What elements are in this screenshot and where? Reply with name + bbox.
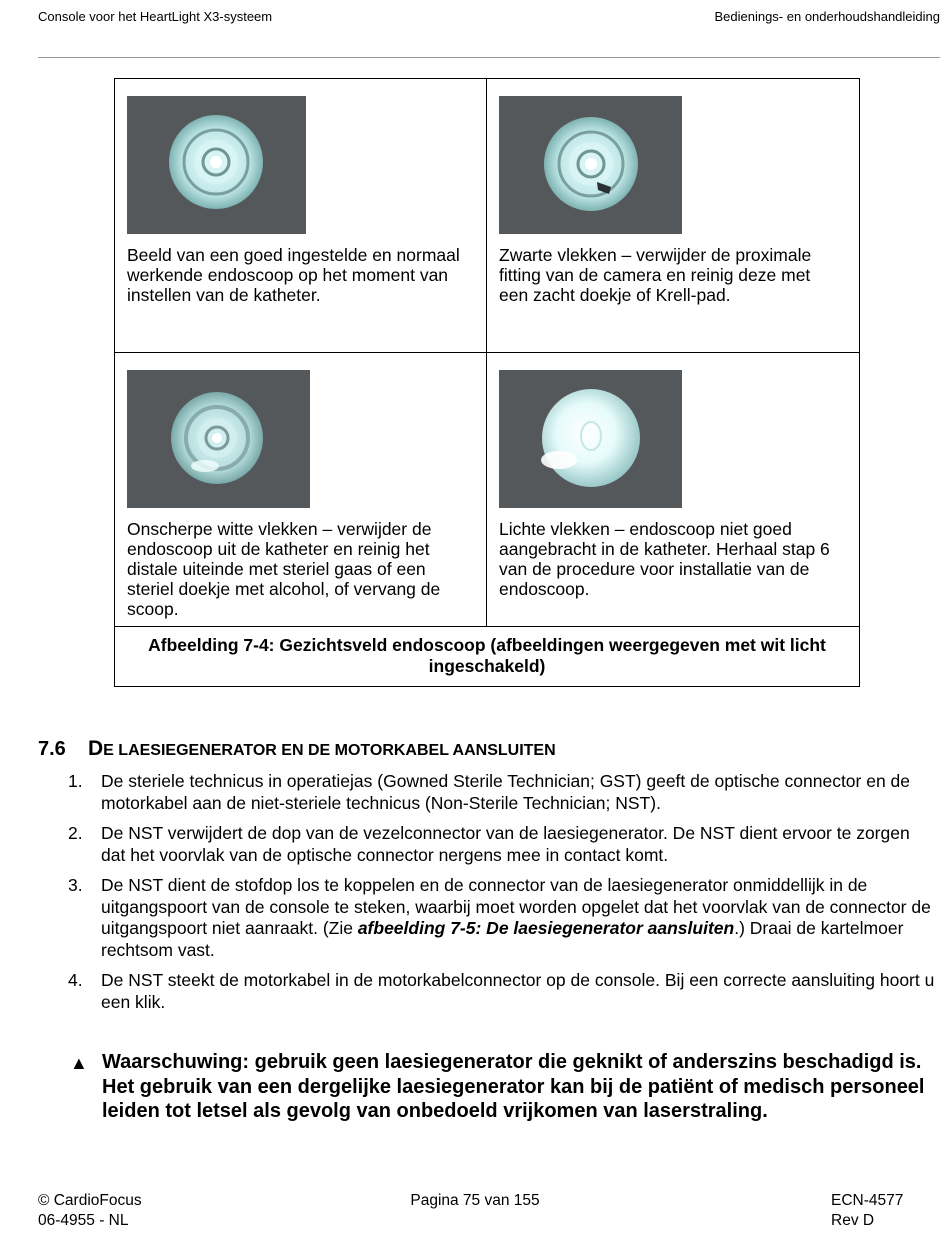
step-number: 2. (68, 823, 83, 843)
warning-block (70, 1050, 930, 1124)
warning-text: Waarschuwing: gebruik geen laesiegenerator die geknikt of anderszins beschadigd is. Het gebruik van een dergelijke laesiegenerator kan bij de patiënt of medisch personeel leiden tot letsel als gevolg van onbedoeld vrijkomen van laserstraling. (102, 1051, 925, 1122)
figure-cell-light-spots (487, 353, 859, 627)
figure-cell-blurry-spots (115, 353, 487, 627)
figure-cell-text: Lichte vlekken – endoscoop niet goed aangebracht in de katheter. Herhaal stap 6 van de procedure voor installatie van de endoscoop. (499, 519, 830, 599)
list-item (68, 771, 938, 814)
step-number: 3. (68, 875, 83, 895)
footer-copyright: © CardioFocus (38, 1192, 142, 1209)
footer-doc-number: 06-4955 - NL (38, 1212, 129, 1229)
figure-cell-good (115, 79, 487, 353)
list-item (68, 875, 938, 961)
endoscope-image-blurry-spots (127, 370, 310, 508)
step-text: De NST verwijdert de dop van de vezelconnector van de laesiegenerator. De NST dient ervoor te zorgen dat het voorvlak van de optische connector nergens mee in contact komt. (101, 823, 910, 865)
figure-caption: Afbeelding 7-4: Gezichtsveld endoscoop (afbeeldingen weergegeven met wit licht ingeschakeld) (148, 635, 826, 676)
warning-triangle-icon: ▲ (70, 1053, 88, 1073)
section-number: 7.6 (38, 738, 66, 760)
endoscope-image-light-spots (499, 370, 682, 508)
footer-page-number: Pagina 75 van 155 (410, 1192, 540, 1209)
header-rule (38, 57, 940, 58)
endoscope-image-good (127, 96, 306, 234)
step-number: 4. (68, 970, 83, 990)
step-text-before: De NST dient de stofdop los te koppelen en de connector van de laesiegenerator onmiddellijk in de uitgangspoort van de console te steken, waarbij moet worden opgelet dat het voorvlak van de connector de uitgangspoort niet aanraakt. (Zie (101, 875, 931, 938)
figure-cell-text: Onscherpe witte vlekken – verwijder de endoscoop uit de katheter en reinig het distale uiteinde met steriel gaas of een steriel doekje met alcohol, of vervang de scoop. (127, 519, 441, 619)
footer-ecn: ECN-4577 (831, 1192, 904, 1209)
step-number: 1. (68, 771, 83, 791)
footer-revision: Rev D (831, 1212, 875, 1229)
section-title-initial: D (88, 737, 104, 760)
procedure-steps (68, 771, 938, 1022)
list-item (68, 970, 938, 1013)
list-item (68, 823, 938, 866)
footer-right (831, 1191, 903, 1231)
endoscope-image-black-spots (499, 96, 682, 234)
figure-cell-text: Zwarte vlekken – verwijder de proximale fitting van de camera en reinig deze met een zacht doekje of Krell-pad. (499, 245, 812, 305)
figure-cell-text: Beeld van een goed ingestelde en normaal werkende endoscoop op het moment van instellen van de katheter. (127, 245, 460, 305)
header-manual-title: Bedienings- en onderhoudshandleiding (714, 9, 940, 24)
step-text: De NST steekt de motorkabel in de motorkabelconnector op de console. Bij een correcte aansluiting hoort u een klik. (101, 970, 935, 1012)
figure-cell-black-spots (487, 79, 859, 353)
header-doc-title: Console voor het HeartLight X3-systeem (38, 9, 273, 24)
endoscope-figure-table (114, 78, 860, 687)
step-text-after: .) Draai de kartelmoer rechtsom vast. (101, 918, 904, 960)
section-heading (38, 737, 556, 761)
step-text: De steriele technicus in operatiejas (Gowned Sterile Technician; GST) geeft de optische connector en de motorkabel aan de niet-steriele technicus (Non-Sterile Technician; NST). (101, 771, 911, 813)
section-title-rest: E LAESIEGENERATOR EN DE MOTORKABEL AANSLUITEN (103, 742, 556, 759)
step-text (101, 875, 931, 960)
figure-reference-link[interactable]: afbeelding 7-5: De laesiegenerator aansluiten (357, 918, 735, 938)
